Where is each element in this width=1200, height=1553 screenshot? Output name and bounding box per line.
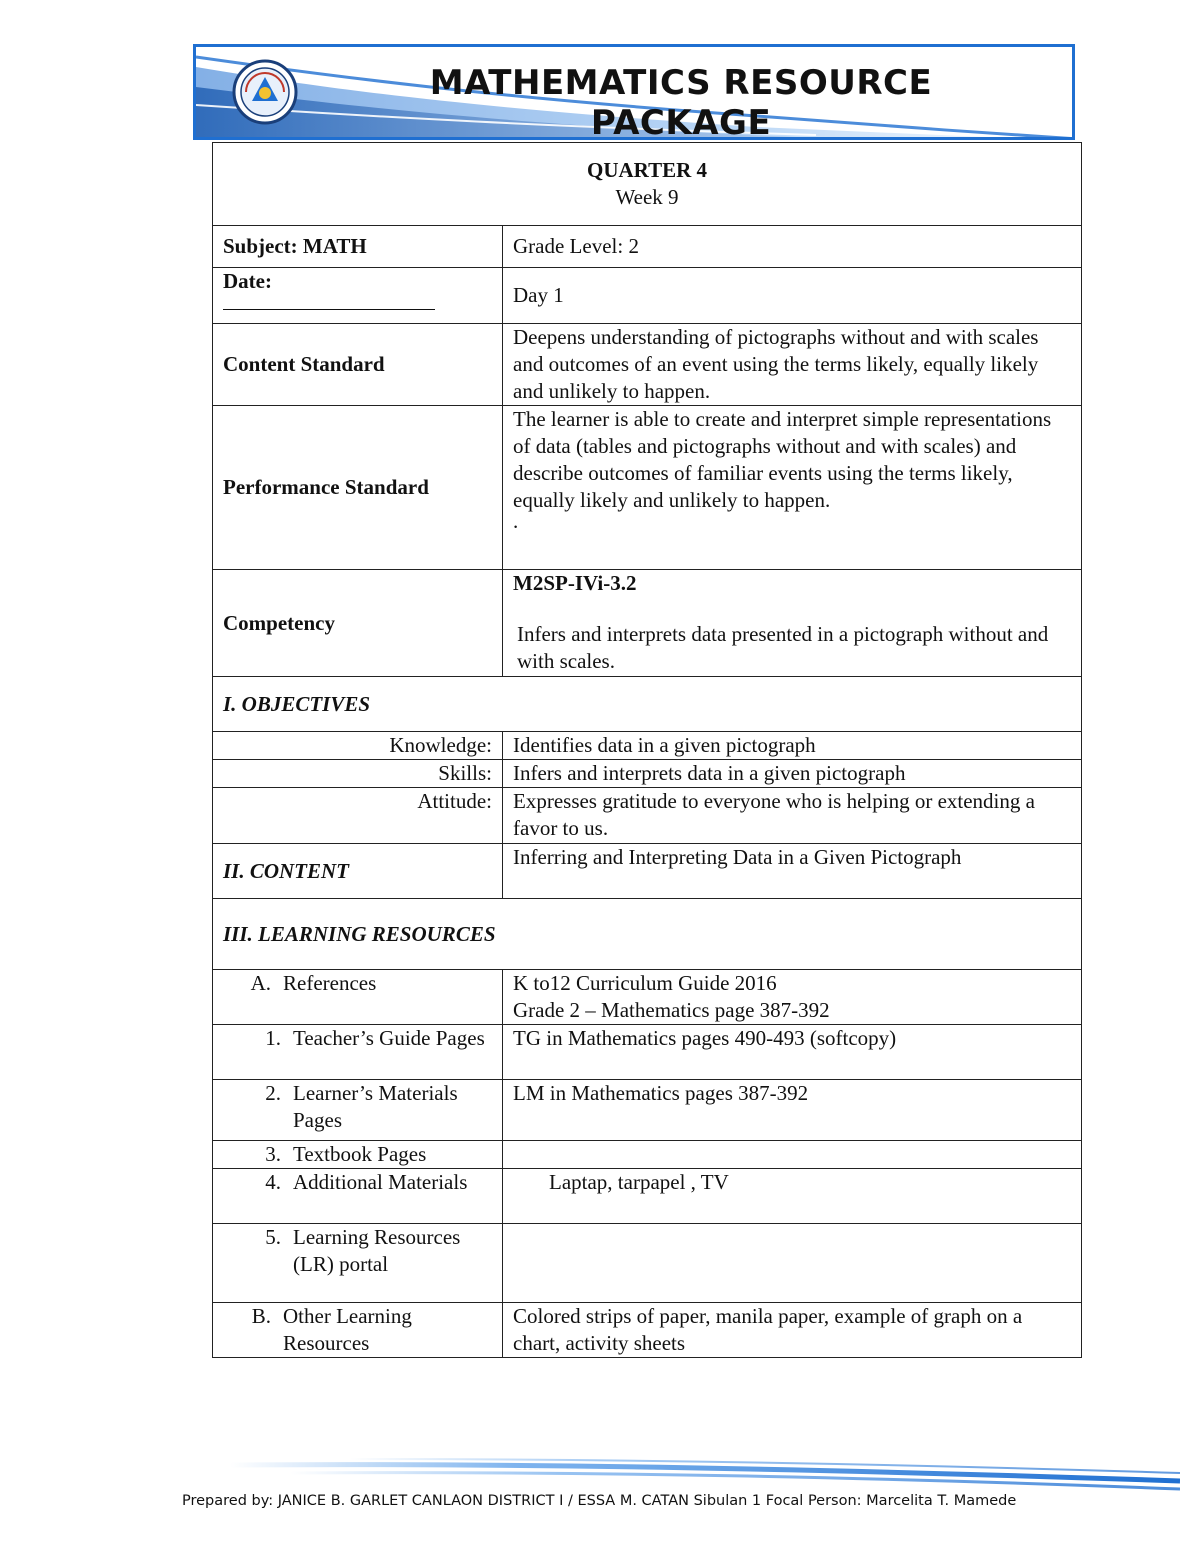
attitude-text: Expresses gratitude to everyone who is helping or extending a favor to us. — [503, 788, 1082, 844]
document-title — [396, 63, 966, 140]
date-blank-line — [223, 295, 435, 310]
content-standard-label: Content Standard — [213, 324, 503, 406]
references-line-2: Grade 2 – Mathematics page 387-392 — [513, 998, 830, 1022]
resource-item-label: Learning Resources (LR) portal — [293, 1225, 461, 1276]
references-row — [213, 970, 1082, 1025]
week-label: Week 9 — [615, 185, 679, 209]
lesson-plan-table — [212, 142, 1082, 1358]
title-line-1: MATHEMATICS RESOURCE — [429, 63, 933, 103]
resource-item-num: 3. — [265, 1142, 281, 1166]
resource-item-row — [213, 1169, 1082, 1224]
resource-item-num: 1. — [265, 1026, 281, 1050]
performance-standard-text: The learner is able to create and interpret simple representations of data (tables and pictographs without and with scales) and describe outcomes of familiar events using the terms likely, equally likely and unlikely to happen. — [513, 407, 1052, 512]
competency-text: Infers and interprets data presented in a pictograph without and with scales. — [517, 622, 1049, 673]
quarter-label: QUARTER 4 — [586, 158, 708, 182]
resource-item-num: 2. — [265, 1081, 281, 1105]
resource-item-row — [213, 1224, 1082, 1303]
resource-item-label: Additional Materials — [293, 1170, 468, 1194]
resource-item-row — [213, 1141, 1082, 1169]
date-label: Date: — [223, 269, 272, 293]
resource-item-value: TG in Mathematics pages 490-493 (softcopy) — [503, 1025, 1082, 1080]
resource-item-num: 5. — [265, 1225, 281, 1249]
resources-heading-row — [213, 899, 1082, 970]
skills-label: Skills: — [213, 760, 503, 788]
resource-item-row — [213, 1080, 1082, 1141]
other-resources-label: Other Learning Resources — [283, 1304, 412, 1355]
references-line-1: K to12 Curriculum Guide 2016 — [513, 971, 777, 995]
competency-label: Competency — [213, 570, 503, 677]
resource-item-label: Teacher’s Guide Pages — [293, 1026, 485, 1050]
footer-credits: Prepared by: JANICE B. GARLET CANLAON DISTRICT I / ESSA M. CATAN Sibulan 1 Focal Person: Marcelita T. Mamede — [182, 1493, 1017, 1509]
attitude-label: Attitude: — [213, 788, 503, 844]
objectives-heading: I. OBJECTIVES — [213, 677, 1082, 732]
resource-item-value: LM in Mathematics pages 387-392 — [503, 1080, 1082, 1141]
knowledge-text: Identifies data in a given pictograph — [503, 732, 1082, 760]
resource-item-value — [503, 1224, 1082, 1303]
date-row — [213, 268, 1082, 324]
knowledge-row — [213, 732, 1082, 760]
performance-standard-label: Performance Standard — [213, 406, 503, 570]
competency-code: M2SP-IVi-3.2 — [513, 571, 637, 595]
other-resources-num: B. — [251, 1304, 271, 1328]
resource-item-num: 4. — [265, 1170, 281, 1194]
content-row — [213, 844, 1082, 899]
knowledge-label: Knowledge: — [213, 732, 503, 760]
resource-item-row — [213, 1025, 1082, 1080]
resource-item-label: Textbook Pages — [293, 1142, 427, 1166]
resource-item-value: Laptap, tarpapel , TV — [503, 1169, 1082, 1224]
footer-swoosh-decoration — [230, 1455, 1180, 1491]
competency-row — [213, 570, 1082, 677]
subject-label: Subject: MATH — [213, 226, 503, 268]
content-text: Inferring and Interpreting Data in a Given Pictograph — [503, 844, 1082, 899]
content-heading: II. CONTENT — [213, 844, 503, 899]
grade-level: Grade Level: 2 — [503, 226, 1082, 268]
other-resources-row — [213, 1303, 1082, 1358]
skills-text: Infers and interprets data in a given pictograph — [503, 760, 1082, 788]
quarter-row — [213, 143, 1082, 226]
subject-row — [213, 226, 1082, 268]
resource-item-label: Learner’s Materials Pages — [293, 1081, 458, 1132]
attitude-row — [213, 788, 1082, 844]
references-num: A. — [250, 971, 271, 995]
resource-item-value — [503, 1141, 1082, 1169]
references-label: References — [283, 971, 377, 995]
content-standard-text: Deepens understanding of pictographs without and with scales and outcomes of an event using the terms likely, equally likely and unlikely to happen. — [503, 324, 1082, 406]
other-resources-value: Colored strips of paper, manila paper, example of graph on a chart, activity sheets — [503, 1303, 1082, 1358]
day-label: Day 1 — [503, 268, 1082, 324]
performance-standard-trailing: . — [513, 509, 519, 533]
performance-standard-row — [213, 406, 1082, 570]
deped-seal-icon — [232, 59, 298, 125]
resources-heading: III. LEARNING RESOURCES — [213, 899, 1082, 970]
skills-row — [213, 760, 1082, 788]
title-line-2: PACKAGE — [590, 103, 772, 140]
objectives-heading-row — [213, 677, 1082, 732]
content-standard-row — [213, 324, 1082, 406]
header-banner — [193, 44, 1075, 140]
